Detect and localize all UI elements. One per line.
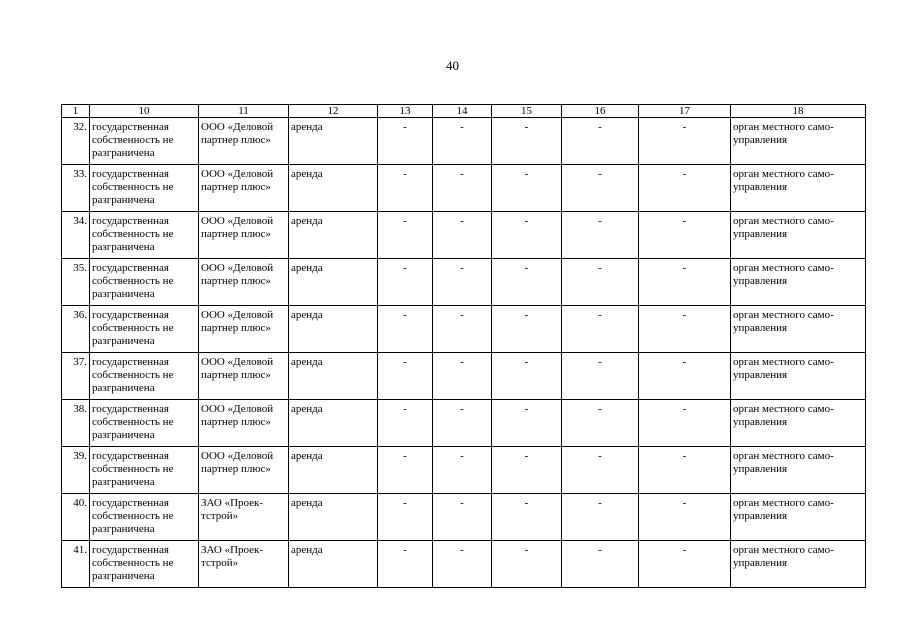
table-row: [62, 447, 866, 494]
authority-cell: орган местного само-управления: [731, 259, 866, 306]
column-15-cell: -: [492, 165, 562, 212]
column-header: 18: [731, 105, 866, 118]
owner-cell: ЗАО «Проек-тстрой»: [199, 494, 289, 541]
table-row: [62, 541, 866, 588]
column-13-cell: -: [378, 447, 433, 494]
table-row: [62, 165, 866, 212]
owner-cell: ООО «Деловой партнер плюс»: [199, 212, 289, 259]
encumbrance-cell: аренда: [289, 306, 378, 353]
header-row: [62, 105, 866, 118]
encumbrance-cell: аренда: [289, 165, 378, 212]
column-16-cell: -: [562, 494, 639, 541]
owner-cell: ООО «Деловой партнер плюс»: [199, 118, 289, 165]
column-13-cell: -: [378, 400, 433, 447]
column-17-cell: -: [639, 494, 731, 541]
encumbrance-cell: аренда: [289, 212, 378, 259]
ownership-cell: государственная собственность не разграничена: [90, 541, 199, 588]
column-14-cell: -: [433, 494, 492, 541]
owner-cell: ЗАО «Проек-тстрой»: [199, 541, 289, 588]
encumbrance-cell: аренда: [289, 353, 378, 400]
table-row: [62, 212, 866, 259]
column-15-cell: -: [492, 306, 562, 353]
column-15-cell: -: [492, 118, 562, 165]
row-number-cell: 41.: [62, 541, 90, 588]
ownership-cell: государственная собственность не разграничена: [90, 306, 199, 353]
column-17-cell: -: [639, 541, 731, 588]
table-row: [62, 306, 866, 353]
column-header: 16: [562, 105, 639, 118]
column-header: 14: [433, 105, 492, 118]
column-header: 11: [199, 105, 289, 118]
column-header: 13: [378, 105, 433, 118]
column-14-cell: -: [433, 400, 492, 447]
authority-cell: орган местного само-управления: [731, 212, 866, 259]
row-number-cell: 39.: [62, 447, 90, 494]
row-number-cell: 32.: [62, 118, 90, 165]
column-14-cell: -: [433, 353, 492, 400]
column-17-cell: -: [639, 353, 731, 400]
column-15-cell: -: [492, 400, 562, 447]
ownership-cell: государственная собственность не разграничена: [90, 165, 199, 212]
row-number-cell: 35.: [62, 259, 90, 306]
column-16-cell: -: [562, 353, 639, 400]
table-body: [62, 118, 866, 588]
row-number-cell: 37.: [62, 353, 90, 400]
owner-cell: ООО «Деловой партнер плюс»: [199, 306, 289, 353]
column-header: 12: [289, 105, 378, 118]
column-13-cell: -: [378, 541, 433, 588]
encumbrance-cell: аренда: [289, 447, 378, 494]
owner-cell: ООО «Деловой партнер плюс»: [199, 447, 289, 494]
row-number-cell: 33.: [62, 165, 90, 212]
column-15-cell: -: [492, 541, 562, 588]
column-14-cell: -: [433, 447, 492, 494]
column-header: 1: [62, 105, 90, 118]
column-17-cell: -: [639, 212, 731, 259]
ownership-cell: государственная собственность не разграничена: [90, 447, 199, 494]
column-13-cell: -: [378, 494, 433, 541]
column-14-cell: -: [433, 118, 492, 165]
encumbrance-cell: аренда: [289, 494, 378, 541]
column-15-cell: -: [492, 353, 562, 400]
column-16-cell: -: [562, 541, 639, 588]
column-17-cell: -: [639, 165, 731, 212]
ownership-cell: государственная собственность не разграничена: [90, 118, 199, 165]
authority-cell: орган местного само-управления: [731, 541, 866, 588]
column-header: 10: [90, 105, 199, 118]
encumbrance-cell: аренда: [289, 259, 378, 306]
column-16-cell: -: [562, 447, 639, 494]
column-17-cell: -: [639, 400, 731, 447]
column-16-cell: -: [562, 259, 639, 306]
column-14-cell: -: [433, 259, 492, 306]
column-14-cell: -: [433, 306, 492, 353]
column-16-cell: -: [562, 212, 639, 259]
ownership-cell: государственная собственность не разграничена: [90, 353, 199, 400]
owner-cell: ООО «Деловой партнер плюс»: [199, 353, 289, 400]
owner-cell: ООО «Деловой партнер плюс»: [199, 400, 289, 447]
column-13-cell: -: [378, 118, 433, 165]
column-15-cell: -: [492, 259, 562, 306]
table-row: [62, 118, 866, 165]
column-16-cell: -: [562, 165, 639, 212]
row-number-cell: 38.: [62, 400, 90, 447]
authority-cell: орган местного само-управления: [731, 306, 866, 353]
column-17-cell: -: [639, 447, 731, 494]
column-13-cell: -: [378, 165, 433, 212]
table-row: [62, 353, 866, 400]
row-number-cell: 36.: [62, 306, 90, 353]
column-17-cell: -: [639, 118, 731, 165]
encumbrance-cell: аренда: [289, 541, 378, 588]
ownership-cell: государственная собственность не разграничена: [90, 212, 199, 259]
table-row: [62, 400, 866, 447]
authority-cell: орган местного само-управления: [731, 494, 866, 541]
authority-cell: орган местного само-управления: [731, 353, 866, 400]
column-header: 15: [492, 105, 562, 118]
column-15-cell: -: [492, 212, 562, 259]
column-13-cell: -: [378, 212, 433, 259]
page-number: 40: [446, 58, 459, 73]
ownership-cell: государственная собственность не разграничена: [90, 259, 199, 306]
authority-cell: орган местного само-управления: [731, 118, 866, 165]
table-row: [62, 259, 866, 306]
column-16-cell: -: [562, 118, 639, 165]
column-header: 17: [639, 105, 731, 118]
column-16-cell: -: [562, 400, 639, 447]
column-16-cell: -: [562, 306, 639, 353]
land-register-table: [61, 104, 866, 588]
column-13-cell: -: [378, 259, 433, 306]
encumbrance-cell: аренда: [289, 118, 378, 165]
owner-cell: ООО «Деловой партнер плюс»: [199, 259, 289, 306]
encumbrance-cell: аренда: [289, 400, 378, 447]
authority-cell: орган местного само-управления: [731, 165, 866, 212]
column-14-cell: -: [433, 541, 492, 588]
owner-cell: ООО «Деловой партнер плюс»: [199, 165, 289, 212]
authority-cell: орган местного само-управления: [731, 447, 866, 494]
column-17-cell: -: [639, 259, 731, 306]
column-15-cell: -: [492, 494, 562, 541]
column-13-cell: -: [378, 353, 433, 400]
ownership-cell: государственная собственность не разграничена: [90, 494, 199, 541]
column-17-cell: -: [639, 306, 731, 353]
row-number-cell: 40.: [62, 494, 90, 541]
table-row: [62, 494, 866, 541]
column-14-cell: -: [433, 165, 492, 212]
row-number-cell: 34.: [62, 212, 90, 259]
ownership-cell: государственная собственность не разграничена: [90, 400, 199, 447]
authority-cell: орган местного само-управления: [731, 400, 866, 447]
column-15-cell: -: [492, 447, 562, 494]
column-13-cell: -: [378, 306, 433, 353]
column-14-cell: -: [433, 212, 492, 259]
